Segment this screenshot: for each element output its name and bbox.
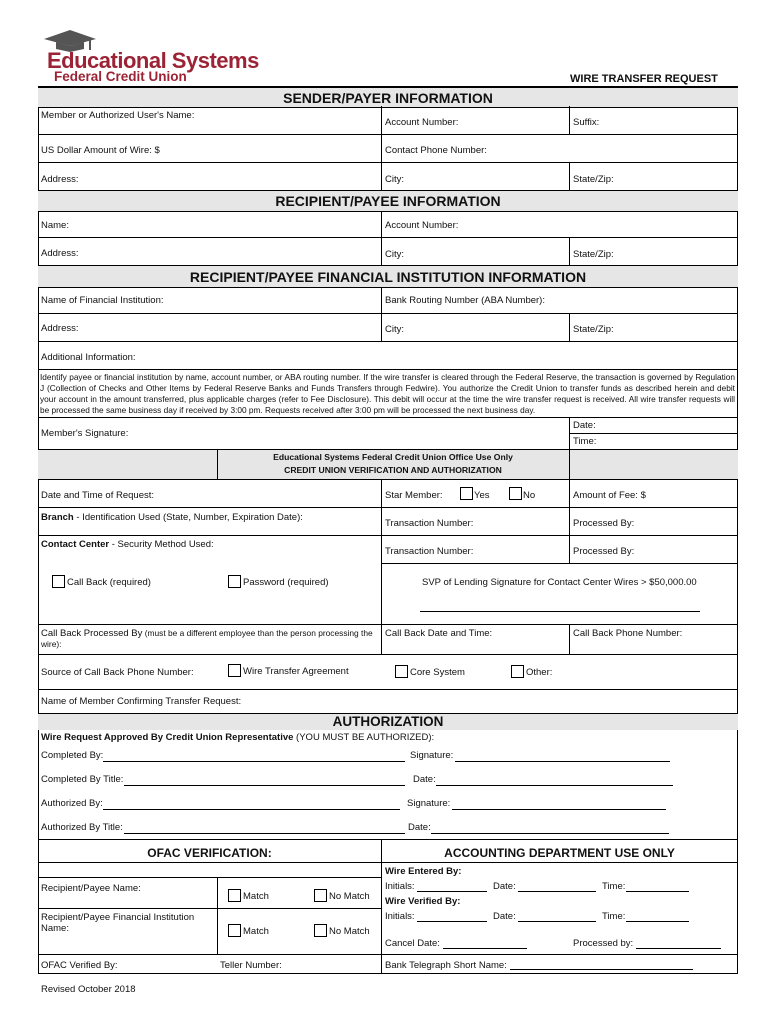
wire-entered-by-label: Wire Entered By:	[385, 866, 462, 877]
ofac-payee-label: Recipient/Payee Name:	[41, 883, 141, 894]
sender-account-label[interactable]: Account Number:	[385, 117, 459, 128]
payee-match-checkbox[interactable]	[228, 889, 241, 902]
completed-signature-line[interactable]	[455, 761, 670, 762]
institution-name-label[interactable]: Name of Financial Institution:	[41, 295, 164, 306]
core-system-label: Core System	[410, 667, 465, 678]
sender-phone-label[interactable]: Contact Phone Number:	[385, 145, 487, 156]
recipient-address-label[interactable]: Address:	[41, 248, 79, 259]
recipient-section-header	[38, 190, 738, 212]
svp-signature-line[interactable]	[420, 611, 700, 612]
verified-time-label: Time:	[602, 911, 626, 922]
recipient-title: RECIPIENT/PAYEE INFORMATION	[275, 193, 501, 209]
authorized-date-line[interactable]	[431, 833, 669, 834]
accounting-processed-line[interactable]	[636, 948, 721, 949]
callback-processed-label[interactable]	[41, 628, 379, 650]
entered-time-line[interactable]	[626, 891, 689, 892]
authorized-title-line[interactable]	[124, 833, 405, 834]
completed-title-label: Completed By Title:	[41, 774, 124, 785]
institution-statezip-label[interactable]: State/Zip:	[573, 324, 614, 335]
entered-initials-line[interactable]	[417, 891, 487, 892]
callback-date-label[interactable]: Call Back Date and Time:	[385, 628, 493, 639]
completed-by-line[interactable]	[103, 761, 405, 762]
star-member-no-label: No	[523, 490, 536, 501]
contact-rest: - Security Method Used:	[109, 539, 214, 550]
entered-date-label: Date:	[493, 881, 516, 892]
institution-city-label[interactable]: City:	[385, 324, 404, 335]
institution-no-match-label: No Match	[329, 926, 370, 937]
revised-date: Revised October 2018	[41, 984, 136, 995]
star-member-no-checkbox[interactable]	[509, 487, 522, 500]
institution-match-label: Match	[243, 926, 269, 937]
recipient-name-label[interactable]: Name:	[41, 220, 69, 231]
form-title: WIRE TRANSFER REQUEST	[570, 73, 718, 85]
other-label: Other:	[526, 667, 553, 678]
completed-date-line[interactable]	[436, 785, 673, 786]
authorization-approved-label	[41, 732, 434, 743]
approved-bold: Wire Request Approved By Credit Union Representative	[41, 732, 294, 743]
sender-statezip-label[interactable]: State/Zip:	[573, 174, 614, 185]
fee-amount-label[interactable]: Amount of Fee: $	[573, 490, 646, 501]
password-checkbox[interactable]	[228, 575, 241, 588]
star-member-yes-checkbox[interactable]	[460, 487, 473, 500]
branch-rest: - Identification Used (State, Number, Expiration Date):	[73, 512, 303, 523]
disclosure-text: Identify payee or financial institution by name, account number, or ABA routing number. If the wire transfer is cleared through the Federal Reserve, the transaction is governed by Regulation J (Collection of Checks and Other Items by Federal Reserve Banks and Funds Transfers through Fedwire). You authorize the Credit Union to transfer funds as described herein and debit your account in the amount transferred, plus applicable charges (refer to Fee Disclosure). This debit will occur at the time the wire transfer request is received. All wire transfer requests will be processed the same business day if received by 3:00 pm. Requests received after 3:00 pm will be processed the next business day.	[40, 372, 735, 415]
recipient-account-label[interactable]: Account Number:	[385, 220, 459, 231]
cancel-date-label: Cancel Date:	[385, 938, 440, 949]
callback-checkbox[interactable]	[52, 575, 65, 588]
verified-date-line[interactable]	[518, 921, 596, 922]
authorized-date-label: Date:	[408, 822, 431, 833]
payee-match-label: Match	[243, 891, 269, 902]
contact-transaction-label[interactable]: Transaction Number:	[385, 546, 474, 557]
callback-phone-label[interactable]: Call Back Phone Number:	[573, 628, 683, 639]
completed-by-label: Completed By:	[41, 750, 104, 761]
authorized-title-label: Authorized By Title:	[41, 822, 123, 833]
sender-address-label[interactable]: Address:	[41, 174, 79, 185]
cb-processed-note: (must be a different employee than the person processing the wire):	[41, 628, 373, 649]
other-checkbox[interactable]	[511, 665, 524, 678]
verified-date-label: Date:	[493, 911, 516, 922]
authorized-signature-label: Signature:	[407, 798, 451, 809]
authorized-by-label: Authorized By:	[41, 798, 103, 809]
institution-title: RECIPIENT/PAYEE FINANCIAL INSTITUTION INFORMATION	[189, 269, 587, 285]
sender-city-label[interactable]: City:	[385, 174, 404, 185]
callback-label: Call Back (required)	[67, 577, 151, 588]
sender-title: SENDER/PAYER INFORMATION	[283, 90, 493, 106]
logo	[40, 28, 259, 84]
ofac-institution-label: Recipient/Payee Financial Institution Name:	[41, 912, 195, 934]
contact-center-label[interactable]	[41, 539, 214, 550]
branch-id-label[interactable]	[41, 512, 303, 523]
logo-line1: Educational Systems	[47, 48, 259, 73]
sender-suffix-label[interactable]: Suffix:	[573, 117, 600, 128]
institution-address-label[interactable]: Address:	[41, 323, 79, 334]
verified-time-line[interactable]	[626, 921, 689, 922]
callback-source-label: Source of Call Back Phone Number:	[41, 667, 194, 678]
routing-number-label[interactable]: Bank Routing Number (ABA Number):	[385, 295, 545, 306]
completed-date-label: Date:	[413, 774, 436, 785]
verified-initials-line[interactable]	[417, 921, 487, 922]
authorization-section-header	[38, 713, 738, 730]
signature-time-label[interactable]: Time:	[573, 436, 597, 447]
payee-no-match-label: No Match	[329, 891, 370, 902]
telegraph-name-label: Bank Telegraph Short Name:	[385, 960, 507, 971]
signature-date-label[interactable]: Date:	[573, 420, 596, 431]
recipient-statezip-label[interactable]: State/Zip:	[573, 249, 614, 260]
password-label: Password (required)	[243, 577, 329, 588]
institution-no-match-checkbox[interactable]	[314, 924, 327, 937]
authorized-by-line[interactable]	[103, 809, 400, 810]
authorization-title: AUTHORIZATION	[332, 714, 444, 729]
entered-date-line[interactable]	[518, 891, 596, 892]
request-datetime-label[interactable]: Date and Time of Request:	[41, 490, 155, 501]
branch-bold: Branch	[41, 512, 74, 523]
svp-signature-label: SVP of Lending Signature for Contact Center Wires > $50,000.00	[422, 577, 697, 588]
wire-agreement-label: Wire Transfer Agreement	[243, 666, 349, 677]
approved-rest: (YOU MUST BE AUTHORIZED):	[293, 732, 435, 743]
completed-title-line[interactable]	[124, 785, 405, 786]
institution-section-header	[38, 265, 738, 288]
entered-time-label: Time:	[602, 881, 626, 892]
entered-initials-label: Initials:	[385, 881, 415, 892]
core-system-checkbox[interactable]	[395, 665, 408, 678]
branch-processed-label[interactable]: Processed By:	[573, 518, 635, 529]
accounting-title: ACCOUNTING DEPARTMENT USE ONLY	[444, 846, 675, 860]
ofac-verified-by-label[interactable]: OFAC Verified By:	[41, 960, 118, 971]
payee-no-match-checkbox[interactable]	[314, 889, 327, 902]
office-use-line2: CREDIT UNION VERIFICATION AND AUTHORIZATION	[284, 465, 502, 475]
verified-initials-label: Initials:	[385, 911, 415, 922]
star-member-yes-label: Yes	[474, 490, 490, 501]
recipient-city-label[interactable]: City:	[385, 249, 404, 260]
sender-amount-label[interactable]: US Dollar Amount of Wire: $	[41, 145, 160, 156]
cancel-date-line[interactable]	[443, 948, 527, 949]
telegraph-name-line[interactable]	[510, 969, 693, 970]
wire-verified-by-label: Wire Verified By:	[385, 896, 461, 907]
teller-number-label[interactable]: Teller Number:	[220, 960, 282, 971]
ofac-title: OFAC VERIFICATION:	[147, 846, 272, 860]
contact-bold: Contact Center	[41, 539, 110, 550]
office-use-line1: Educational Systems Federal Credit Union Office Use Only	[273, 452, 513, 462]
contact-processed-label[interactable]: Processed By:	[573, 546, 635, 557]
accounting-processed-label: Processed by:	[573, 938, 634, 949]
logo-line2: Federal Credit Union	[54, 69, 187, 84]
member-signature-label[interactable]: Member's Signature:	[41, 428, 129, 439]
sender-name-label[interactable]: Member or Authorized User's Name:	[41, 110, 195, 121]
branch-transaction-label[interactable]: Transaction Number:	[385, 518, 474, 529]
star-member-label: Star Member:	[385, 490, 443, 501]
completed-signature-label: Signature:	[410, 750, 454, 761]
authorized-signature-line[interactable]	[452, 809, 666, 810]
cb-processed-main: Call Back Processed By	[41, 628, 143, 639]
institution-match-checkbox[interactable]	[228, 924, 241, 937]
confirming-member-label[interactable]: Name of Member Confirming Transfer Request:	[41, 696, 242, 707]
additional-info-label[interactable]: Additional Information:	[41, 352, 136, 363]
sender-section-header	[38, 87, 738, 108]
wire-agreement-checkbox[interactable]	[228, 664, 241, 677]
